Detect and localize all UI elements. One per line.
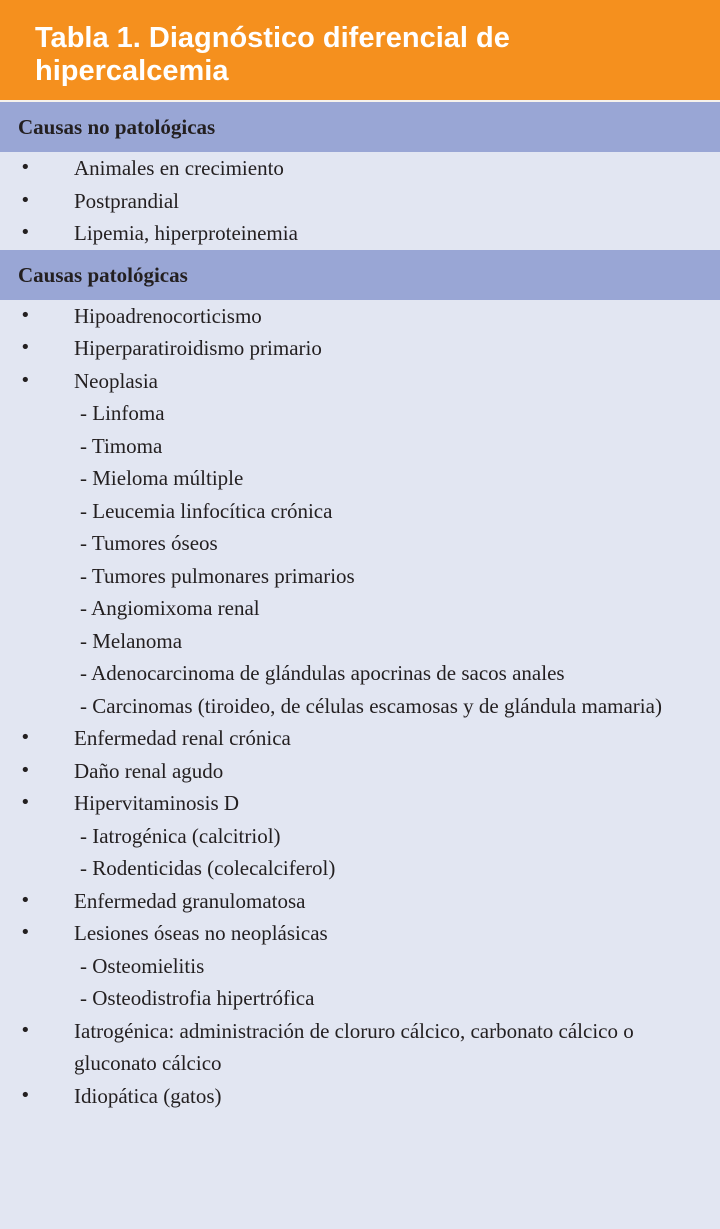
sub-list-item: - Leucemia linfocítica crónica bbox=[80, 498, 333, 523]
non-pathological-list bbox=[0, 152, 720, 250]
bullet-icon: • bbox=[20, 369, 31, 391]
bullet-icon: • bbox=[20, 922, 31, 943]
sub-list-item: - Tumores óseos bbox=[80, 531, 218, 555]
list-item bbox=[0, 917, 720, 950]
list-item bbox=[0, 787, 720, 820]
bullet-icon: • bbox=[20, 1019, 31, 1041]
list-item-text: Idiopática (gatos) bbox=[74, 1083, 222, 1108]
list-item bbox=[0, 332, 720, 365]
bullet-icon: • bbox=[20, 727, 31, 748]
section-header-non-pathological: Causas no patológicas bbox=[0, 102, 720, 152]
sub-list-item: - Adenocarcinoma de glándulas apocrinas de sacos anales bbox=[80, 661, 565, 685]
sub-list-item: - Timoma bbox=[80, 433, 163, 458]
list-item-text: Enfermedad renal crónica bbox=[74, 726, 291, 750]
sub-list-item: - Osteomielitis bbox=[80, 953, 205, 978]
list-item bbox=[0, 755, 720, 788]
list-item bbox=[0, 365, 720, 398]
bullet-icon: • bbox=[20, 337, 31, 358]
list-item bbox=[0, 300, 720, 333]
list-item-text: Postprandial bbox=[74, 188, 179, 213]
bullet-icon: • bbox=[20, 157, 31, 178]
bullet-icon: • bbox=[20, 189, 31, 211]
list-item-text: Hipoadrenocorticismo bbox=[74, 303, 262, 328]
sub-list-item: - Mieloma múltiple bbox=[80, 466, 244, 490]
list-item-text: Daño renal agudo bbox=[74, 758, 224, 783]
list-item-text: Lesiones óseas no neoplásicas bbox=[74, 921, 328, 945]
pathological-list bbox=[0, 300, 720, 1113]
sub-list-item: - Osteodistrofia hipertrófica bbox=[80, 986, 315, 1010]
list-item-text: Animales en crecimiento bbox=[74, 156, 284, 180]
list-item-text: Lipemia, hiperproteinemia bbox=[74, 221, 298, 245]
section-header-pathological: Causas patológicas bbox=[0, 250, 720, 300]
list-item-text: Enfermedad granulomatosa bbox=[74, 888, 306, 913]
sub-list-item: - Melanoma bbox=[80, 628, 183, 653]
bullet-icon: • bbox=[20, 304, 31, 326]
bullet-icon: • bbox=[20, 889, 31, 911]
table-title: Tabla 1. Diagnóstico diferencial de hipercalcemia bbox=[0, 0, 720, 102]
bullet-icon: • bbox=[20, 1084, 31, 1106]
bullet-icon: • bbox=[20, 759, 31, 781]
list-item-text: Iatrogénica: administración de cloruro cálcico, carbonato cálcico o gluconato cálcico bbox=[74, 1018, 634, 1075]
sub-list-item: - Tumores pulmonares primarios bbox=[80, 563, 355, 588]
bullet-icon: • bbox=[20, 222, 31, 243]
sub-list-item: - Angiomixoma renal bbox=[80, 596, 260, 620]
list-item-text: Neoplasia bbox=[74, 368, 158, 393]
bullet-icon: • bbox=[20, 792, 31, 813]
list-item bbox=[0, 1015, 720, 1080]
sub-list-item: - Iatrogénica (calcitriol) bbox=[80, 823, 281, 848]
list-item-text: Hipervitaminosis D bbox=[74, 791, 240, 815]
list-item-text: Hiperparatiroidismo primario bbox=[74, 336, 322, 360]
sub-list-item: - Linfoma bbox=[80, 401, 165, 425]
list-item bbox=[0, 152, 720, 185]
sub-list-item: - Rodenticidas (colecalciferol) bbox=[80, 856, 336, 880]
list-item bbox=[0, 885, 720, 918]
list-item bbox=[0, 722, 720, 755]
list-item bbox=[0, 217, 720, 250]
list-item bbox=[0, 185, 720, 218]
list-item bbox=[0, 1080, 720, 1113]
sub-list-item: - Carcinomas (tiroideo, de células escamosas y de glándula mamaria) bbox=[80, 693, 662, 718]
